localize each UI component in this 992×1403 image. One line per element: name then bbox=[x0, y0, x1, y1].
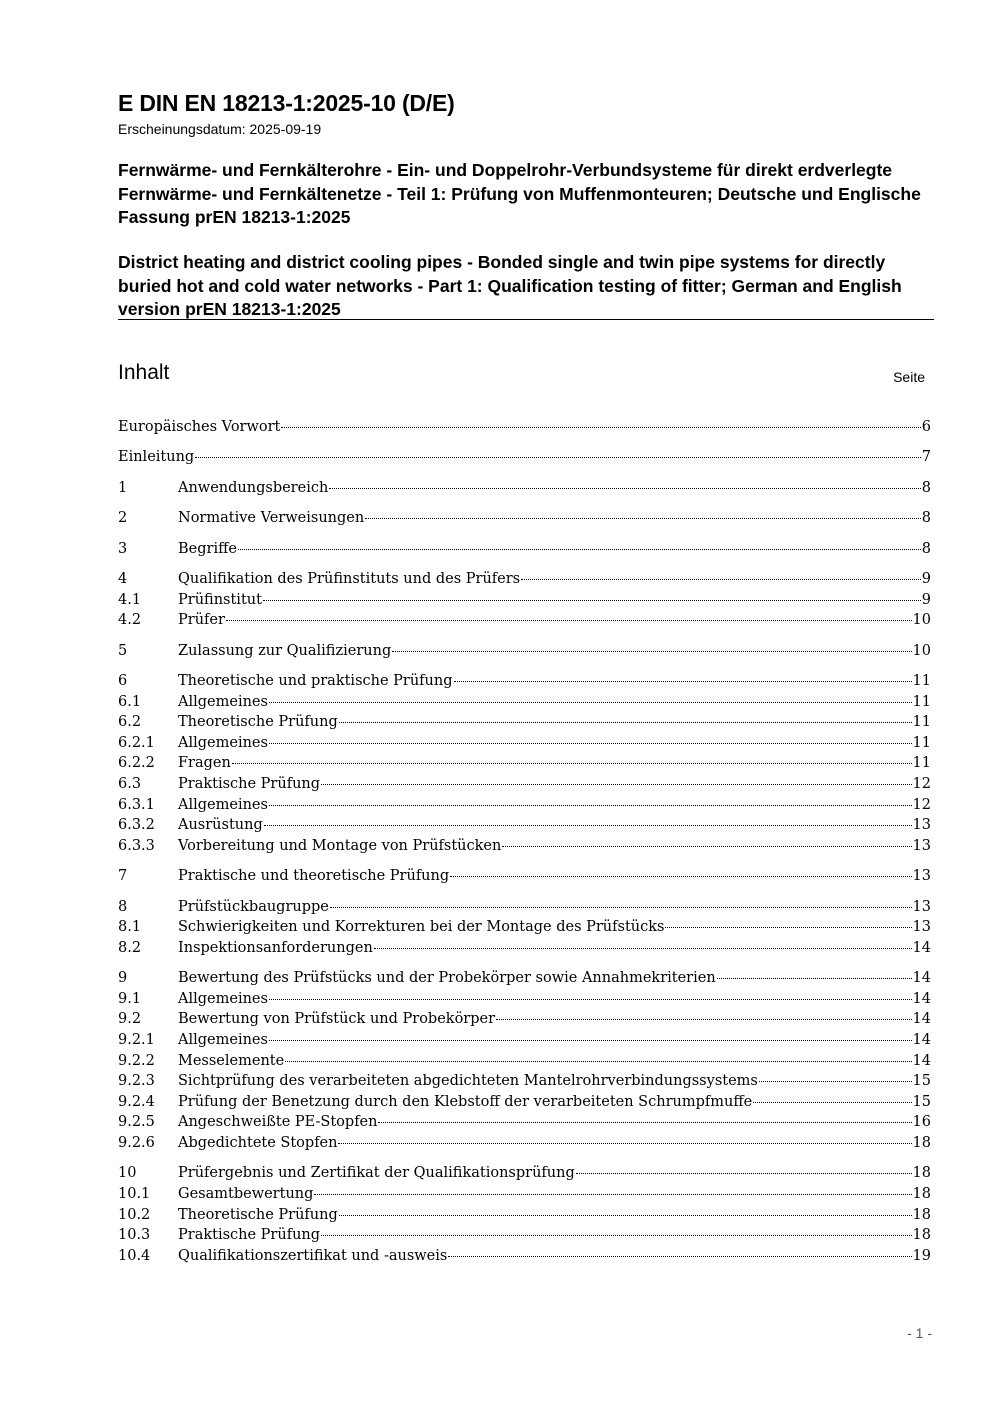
toc-entry-page: 11 bbox=[912, 755, 931, 772]
toc-entry-page: 18 bbox=[912, 1186, 931, 1202]
toc-leader-dots bbox=[753, 1102, 911, 1103]
toc-entry-page: 14 bbox=[912, 1052, 931, 1069]
toc-leader-dots bbox=[717, 978, 912, 979]
toc-entry-number: 4 bbox=[118, 571, 128, 587]
toc-entry[interactable] bbox=[118, 1051, 931, 1071]
toc-entry-page: 8 bbox=[921, 479, 931, 496]
toc-entry-title: Qualifikationszertifikat und -ausweis bbox=[178, 1247, 448, 1264]
toc-entry-number: 4.1 bbox=[118, 591, 142, 608]
table-of-contents bbox=[118, 0, 931, 1403]
toc-entry-number: 10.3 bbox=[118, 1227, 151, 1244]
toc-leader-dots bbox=[454, 681, 912, 682]
toc-entry[interactable] bbox=[118, 753, 931, 773]
toc-entry-title: Angeschweißte PE-Stopfen bbox=[178, 1114, 378, 1131]
toc-leader-dots bbox=[264, 825, 912, 826]
toc-entry-title: Praktische und theoretische Prüfung bbox=[178, 868, 450, 885]
toc-entry-number: 9.2 bbox=[118, 1011, 142, 1028]
toc-leader-dots bbox=[226, 620, 912, 621]
toc-entry-page: 11 bbox=[912, 693, 931, 710]
toc-leader-dots bbox=[263, 600, 921, 601]
toc-entry-page: 6 bbox=[921, 419, 931, 435]
toc-entry[interactable] bbox=[118, 1205, 931, 1225]
toc-entry-number: 9.2.3 bbox=[118, 1073, 155, 1090]
toc-leader-dots bbox=[392, 651, 911, 652]
toc-entry-title: Europäisches Vorwort bbox=[118, 419, 281, 435]
toc-leader-dots bbox=[330, 907, 912, 908]
toc-entry-title: Gesamtbewertung bbox=[178, 1186, 314, 1202]
toc-entry[interactable] bbox=[118, 1246, 931, 1266]
toc-entry-number: 8.1 bbox=[118, 919, 142, 936]
toc-entry-page: 8 bbox=[921, 540, 931, 557]
toc-leader-dots bbox=[502, 846, 911, 847]
toc-entry-page: 14 bbox=[912, 1032, 931, 1048]
toc-entry-page: 16 bbox=[912, 1114, 931, 1131]
toc-entry-title: Theoretische Prüfung bbox=[178, 1206, 338, 1223]
toc-leader-dots bbox=[339, 722, 912, 723]
toc-entry[interactable] bbox=[118, 1112, 931, 1132]
toc-leader-dots bbox=[338, 1143, 911, 1144]
toc-entry[interactable] bbox=[118, 815, 931, 835]
toc-entry-page: 15 bbox=[912, 1093, 931, 1110]
toc-leader-dots bbox=[321, 784, 912, 785]
toc-entry-number: 5 bbox=[118, 642, 128, 659]
toc-entry-title: Prüfstückbaugruppe bbox=[178, 898, 329, 915]
toc-entry[interactable] bbox=[118, 1163, 931, 1183]
toc-leader-dots bbox=[269, 702, 912, 703]
toc-entry-title: Praktische Prüfung bbox=[178, 776, 321, 792]
toc-entry-number: 4.2 bbox=[118, 612, 142, 629]
toc-leader-dots bbox=[314, 1194, 911, 1195]
toc-entry-number: 9 bbox=[118, 970, 128, 987]
toc-entry[interactable] bbox=[118, 1030, 931, 1050]
toc-entry[interactable] bbox=[118, 590, 931, 610]
toc-entry[interactable] bbox=[118, 539, 931, 559]
toc-entry-title: Abgedichtete Stopfen bbox=[178, 1135, 338, 1151]
toc-entry-number: 6.3.2 bbox=[118, 817, 155, 834]
toc-entry-title: Messelemente bbox=[178, 1052, 285, 1069]
toc-entry-page: 13 bbox=[912, 898, 931, 915]
toc-entry-number: 6.2.1 bbox=[118, 734, 155, 751]
toc-entry[interactable] bbox=[118, 641, 931, 661]
toc-leader-dots bbox=[329, 488, 920, 489]
toc-entry-page: 9 bbox=[921, 591, 931, 608]
toc-entry[interactable] bbox=[118, 1184, 931, 1204]
toc-entry-page: 11 bbox=[912, 734, 931, 751]
toc-entry-page: 13 bbox=[912, 817, 931, 834]
toc-entry-page: 10 bbox=[912, 612, 931, 629]
toc-entry-title: Bewertung des Prüfstücks und der Probekörper sowie Annahmekriterien bbox=[178, 970, 716, 987]
toc-entry-number: 6.2.2 bbox=[118, 755, 155, 772]
toc-entry-title: Allgemeines bbox=[178, 734, 268, 751]
toc-entry-number: 9.2.6 bbox=[118, 1135, 155, 1151]
toc-leader-dots bbox=[450, 876, 911, 877]
toc-entry[interactable] bbox=[118, 712, 931, 732]
toc-entry-page: 18 bbox=[912, 1206, 931, 1223]
title-english: District heating and district cooling pipes - Bonded single and twin pipe systems for directly buried hot and cold water networks - Part 1: Qualification testing of fitter; German and English version prEN 18213-1:2025 bbox=[118, 252, 902, 319]
toc-entry-number: 10 bbox=[118, 1165, 137, 1182]
toc-entry[interactable] bbox=[118, 795, 931, 815]
toc-entry[interactable] bbox=[118, 1225, 931, 1245]
toc-page-label: Seite bbox=[893, 369, 925, 385]
toc-entry-number: 2 bbox=[118, 510, 128, 527]
toc-entry[interactable] bbox=[118, 1071, 931, 1091]
toc-entry-page: 19 bbox=[912, 1247, 931, 1264]
toc-leader-dots bbox=[232, 763, 912, 764]
toc-entry[interactable] bbox=[118, 866, 931, 886]
toc-entry-number: 9.2.2 bbox=[118, 1052, 155, 1069]
toc-entry-title: Theoretische und praktische Prüfung bbox=[178, 673, 453, 689]
toc-entry-number: 9.2.4 bbox=[118, 1093, 155, 1110]
toc-entry-number: 6.2 bbox=[118, 714, 142, 731]
toc-entry-title: Anwendungsbereich bbox=[178, 479, 329, 496]
toc-entry-title: Zulassung zur Qualifizierung bbox=[178, 642, 392, 659]
toc-entry-number: 8.2 bbox=[118, 939, 142, 956]
toc-leader-dots bbox=[665, 927, 911, 928]
toc-leader-dots bbox=[195, 457, 921, 458]
toc-leader-dots bbox=[269, 743, 912, 744]
toc-entry-number: 10.4 bbox=[118, 1247, 151, 1264]
toc-entry-page: 11 bbox=[912, 714, 931, 731]
toc-entry-page: 8 bbox=[921, 510, 931, 527]
toc-entry-number: 7 bbox=[118, 868, 128, 885]
toc-entry-number: 6 bbox=[118, 673, 128, 689]
toc-leader-dots bbox=[448, 1256, 911, 1257]
toc-entry-page: 9 bbox=[921, 571, 931, 587]
toc-leader-dots bbox=[339, 1215, 912, 1216]
toc-entry[interactable] bbox=[118, 508, 931, 528]
toc-entry-title: Einleitung bbox=[118, 449, 195, 466]
toc-entry-number: 10.1 bbox=[118, 1186, 151, 1202]
document-title: E DIN EN 18213-1:2025-10 (D/E) bbox=[118, 90, 455, 116]
toc-entry-number: 6.3.3 bbox=[118, 837, 155, 854]
toc-entry-page: 12 bbox=[912, 776, 931, 792]
toc-entry[interactable] bbox=[118, 692, 931, 712]
toc-entry-page: 14 bbox=[912, 970, 931, 987]
toc-entry-title: Allgemeines bbox=[178, 1032, 268, 1048]
toc-entry-title: Prüfer bbox=[178, 612, 225, 629]
toc-entry[interactable] bbox=[118, 989, 931, 1009]
publication-date: Erscheinungsdatum: 2025-09-19 bbox=[118, 121, 322, 137]
toc-leader-dots bbox=[269, 999, 912, 1000]
toc-entry-title: Schwierigkeiten und Korrekturen bei der Montage des Prüfstücks bbox=[178, 919, 665, 936]
toc-leader-dots bbox=[281, 427, 920, 428]
toc-entry[interactable] bbox=[118, 417, 931, 437]
toc-leader-dots bbox=[365, 518, 921, 519]
toc-entry-page: 18 bbox=[912, 1135, 931, 1151]
toc-entry-number: 9.1 bbox=[118, 990, 142, 1007]
toc-entry-page: 13 bbox=[912, 837, 931, 854]
toc-entry-number: 3 bbox=[118, 540, 128, 557]
toc-leader-dots bbox=[238, 549, 921, 550]
title-german: Fernwärme- und Fernkälterohre - Ein- und Doppelrohr-Verbundsysteme für direkt erdverlegte Fernwärme- und Fernkältenetze - Teil 1: Prüfung von Muffenmonteuren; Deutsche und Englische Fassung prEN 18213-1:2025 bbox=[118, 160, 921, 227]
toc-entry-number: 9.2.1 bbox=[118, 1032, 155, 1048]
toc-entry[interactable] bbox=[118, 1133, 931, 1153]
toc-leader-dots bbox=[321, 1235, 912, 1236]
toc-entry[interactable] bbox=[118, 774, 931, 794]
toc-leader-dots bbox=[378, 1122, 911, 1123]
toc-leader-dots bbox=[521, 579, 921, 580]
toc-entry[interactable] bbox=[118, 917, 931, 937]
toc-entry-page: 14 bbox=[912, 1011, 931, 1028]
toc-entry[interactable] bbox=[118, 1092, 931, 1112]
toc-entry-title: Bewertung von Prüfstück und Probekörper bbox=[178, 1011, 496, 1028]
toc-entry-title: Vorbereitung und Montage von Prüfstücken bbox=[178, 837, 502, 854]
toc-entry-title: Allgemeines bbox=[178, 796, 268, 813]
toc-leader-dots bbox=[759, 1081, 912, 1082]
toc-entry-title: Prüfinstitut bbox=[178, 591, 262, 608]
toc-entry[interactable] bbox=[118, 897, 931, 917]
toc-leader-dots bbox=[269, 1040, 912, 1041]
toc-leader-dots bbox=[269, 805, 912, 806]
toc-heading: Inhalt bbox=[118, 361, 170, 384]
toc-entry-page: 15 bbox=[912, 1073, 931, 1090]
toc-entry-page: 11 bbox=[912, 673, 931, 689]
toc-entry-number: 6.1 bbox=[118, 693, 142, 710]
toc-entry-title: Ausrüstung bbox=[178, 817, 263, 834]
toc-entry[interactable] bbox=[118, 1009, 931, 1029]
toc-entry-title: Allgemeines bbox=[178, 693, 268, 710]
toc-leader-dots bbox=[285, 1061, 911, 1062]
toc-entry-title: Allgemeines bbox=[178, 990, 268, 1007]
toc-leader-dots bbox=[374, 948, 912, 949]
toc-entry-number: 6.3 bbox=[118, 776, 142, 792]
toc-entry[interactable] bbox=[118, 478, 931, 498]
toc-entry-page: 18 bbox=[912, 1227, 931, 1244]
toc-entry-number: 8 bbox=[118, 898, 128, 915]
toc-entry-number: 6.3.1 bbox=[118, 796, 155, 813]
toc-entry[interactable] bbox=[118, 569, 931, 589]
toc-entry-number: 1 bbox=[118, 479, 128, 496]
toc-entry-title: Theoretische Prüfung bbox=[178, 714, 338, 731]
toc-entry-page: 13 bbox=[912, 868, 931, 885]
toc-entry-title: Normative Verweisungen bbox=[178, 510, 365, 527]
toc-entry[interactable] bbox=[118, 836, 931, 856]
toc-entry[interactable] bbox=[118, 733, 931, 753]
toc-entry-title: Begriffe bbox=[178, 540, 237, 557]
toc-entry-title: Sichtprüfung des verarbeiteten abgedichteten Mantelrohrverbindungssystems bbox=[178, 1073, 758, 1090]
toc-entry-number: 10.2 bbox=[118, 1206, 151, 1223]
toc-entry-page: 12 bbox=[912, 796, 931, 813]
toc-entry-page: 13 bbox=[912, 919, 931, 936]
toc-entry-title: Prüfergebnis und Zertifikat der Qualifikationsprüfung bbox=[178, 1165, 575, 1182]
toc-entry[interactable] bbox=[118, 447, 931, 467]
toc-entry-page: 18 bbox=[912, 1165, 931, 1182]
toc-leader-dots bbox=[576, 1173, 912, 1174]
toc-entry-page: 7 bbox=[921, 449, 931, 466]
toc-leader-dots bbox=[496, 1019, 912, 1020]
toc-entry[interactable] bbox=[118, 968, 931, 988]
toc-entry-page: 14 bbox=[912, 939, 931, 956]
footer-page-number: - 1 - bbox=[907, 1325, 932, 1341]
toc-entry-title: Inspektionsanforderungen bbox=[178, 939, 373, 956]
toc-entry-title: Qualifikation des Prüfinstituts und des Prüfers bbox=[178, 571, 521, 587]
toc-entry-page: 10 bbox=[912, 642, 931, 659]
toc-entry-title: Fragen bbox=[178, 755, 231, 772]
toc-entry[interactable] bbox=[118, 938, 931, 958]
toc-entry-page: 14 bbox=[912, 990, 931, 1007]
toc-entry-title: Prüfung der Benetzung durch den Klebstoff der verarbeiteten Schrumpfmuffe bbox=[178, 1093, 753, 1110]
toc-entry[interactable] bbox=[118, 610, 931, 630]
toc-entry-number: 9.2.5 bbox=[118, 1114, 155, 1131]
toc-entry[interactable] bbox=[118, 671, 931, 691]
toc-entry-title: Praktische Prüfung bbox=[178, 1227, 321, 1244]
